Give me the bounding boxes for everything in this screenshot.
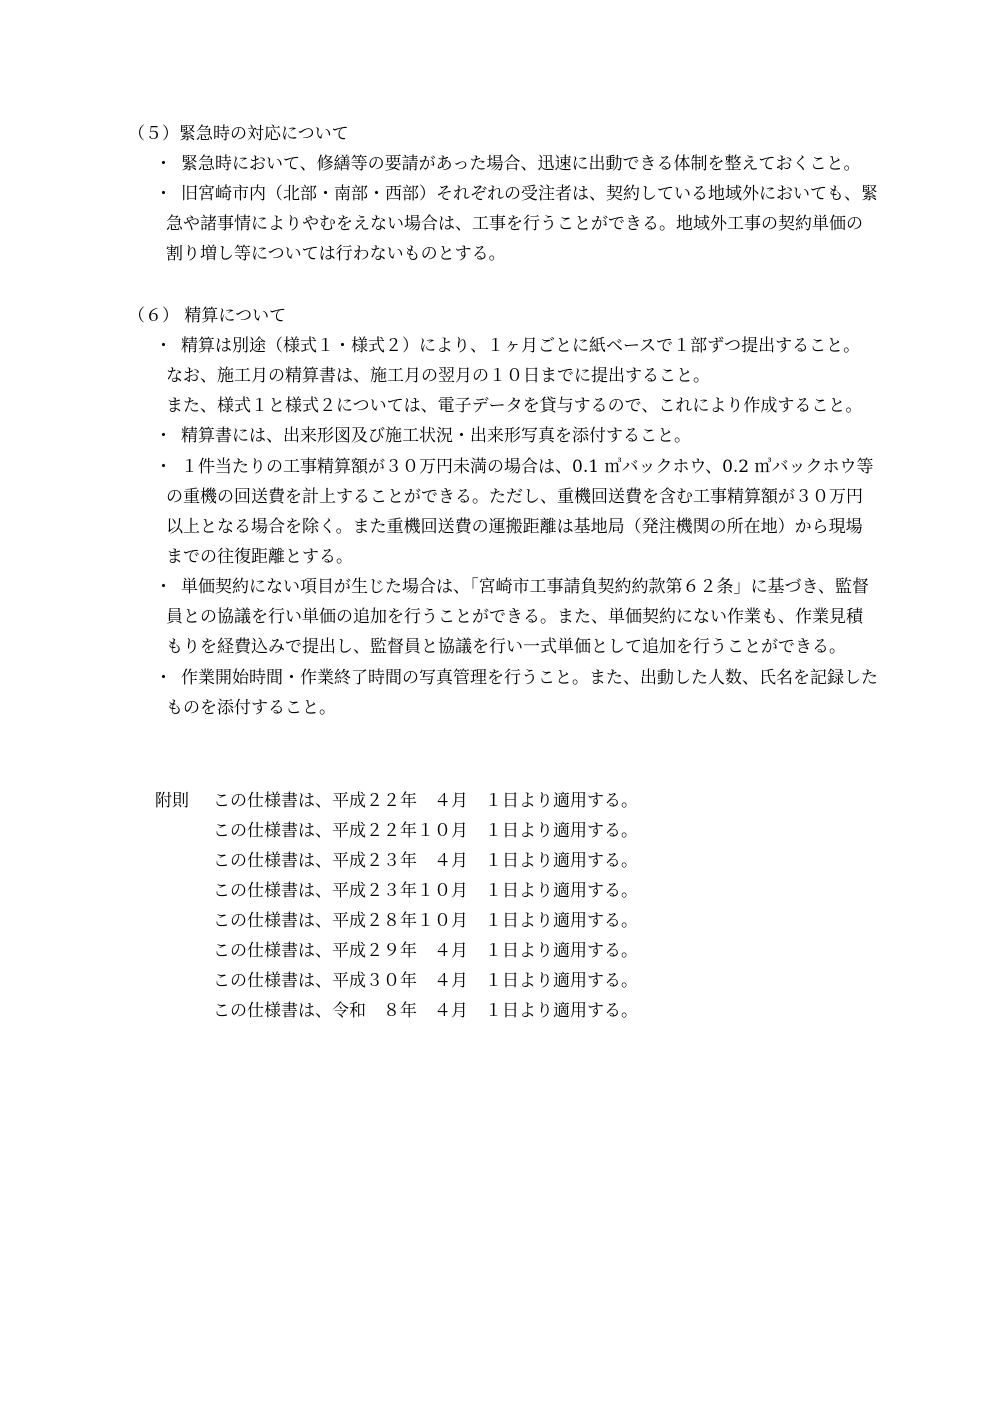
fusoku-line: この仕様書は、平成３０年 ４月 １日より適用する。 [213, 971, 638, 991]
paragraph-line: 緊急時において、修繕等の要請があった場合、迅速に出動できる体制を整えておくこと。 [181, 154, 861, 174]
fusoku-line: この仕様書は、平成２２年１０月 １日より適用する。 [213, 821, 638, 841]
paragraph-line: 急や諸事情によりやむをえない場合は、工事を行うことができる。地域外工事の契約単価の [166, 214, 863, 234]
fusoku-line: この仕様書は、令和 ８年 ４月 １日より適用する。 [213, 1001, 638, 1021]
paragraph-line: 精算書には、出来形図及び施工状況・出来形写真を添付すること。 [181, 426, 691, 446]
section-heading: （５）緊急時の対応について [128, 124, 349, 144]
fusoku-line: この仕様書は、平成２３年 ４月 １日より適用する。 [213, 851, 638, 871]
paragraph-line: なお、施工月の精算書は、施工月の翌月の１０日までに提出すること。 [166, 366, 710, 386]
fusoku-label: 附則 [155, 791, 189, 811]
fusoku-line: この仕様書は、平成２３年１０月 １日より適用する。 [213, 881, 638, 901]
paragraph-line: までの往復距離とする。 [166, 547, 353, 567]
paragraph-line: 以上となる場合を除く。また重機回送費の運搬距離は基地局（発注機関の所在地）から現場 [166, 517, 863, 537]
paragraph-line: 旧宮崎市内（北部・南部・西部）それぞれの受注者は、契約している地域外においても、緊 [181, 184, 878, 204]
bullet-marker: ・ [155, 457, 172, 477]
section-heading: （６） 精算について [128, 306, 287, 326]
paragraph-line: １件当たりの工事精算額が３０万円未満の場合は、0.1 ㎥バックホウ、0.2 ㎥バックホウ等 [181, 457, 874, 477]
paragraph-line: の重機の回送費を計上することができる。ただし、重機回送費を含む工事精算額が３０万円 [166, 487, 863, 507]
fusoku-line: この仕様書は、平成２８年１０月 １日より適用する。 [213, 911, 638, 931]
bullet-marker: ・ [155, 336, 172, 356]
paragraph-line: 員との協議を行い単価の追加を行うことができる。また、単価契約にない作業も、作業見積 [166, 607, 863, 627]
bullet-marker: ・ [155, 668, 172, 688]
paragraph-line: また、様式１と様式２については、電子データを貸与するので、これにより作成すること。 [166, 396, 863, 416]
paragraph-line: 精算は別途（様式１・様式２）により、１ヶ月ごとに紙ベースで１部ずつ提出すること。 [181, 336, 861, 356]
bullet-marker: ・ [155, 184, 172, 204]
paragraph-line: 割り増し等については行わないものとする。 [166, 244, 506, 264]
paragraph-line: ものを添付すること。 [166, 698, 336, 718]
paragraph-line: もりを経費込みで提出し、監督員と協議を行い一式単価として追加を行うことができる。 [166, 637, 846, 657]
fusoku-line: この仕様書は、平成２２年 ４月 １日より適用する。 [213, 791, 638, 811]
fusoku-line: この仕様書は、平成２９年 ４月 １日より適用する。 [213, 941, 638, 961]
paragraph-line: 作業開始時間・作業終了時間の写真管理を行うこと。また、出動した人数、氏名を記録した [181, 668, 878, 688]
bullet-marker: ・ [155, 426, 172, 446]
bullet-marker: ・ [155, 577, 172, 597]
paragraph-line: 単価契約にない項目が生じた場合は、「宮崎市工事請負契約約款第６２条」に基づき、監督 [181, 577, 869, 597]
bullet-marker: ・ [155, 154, 172, 174]
